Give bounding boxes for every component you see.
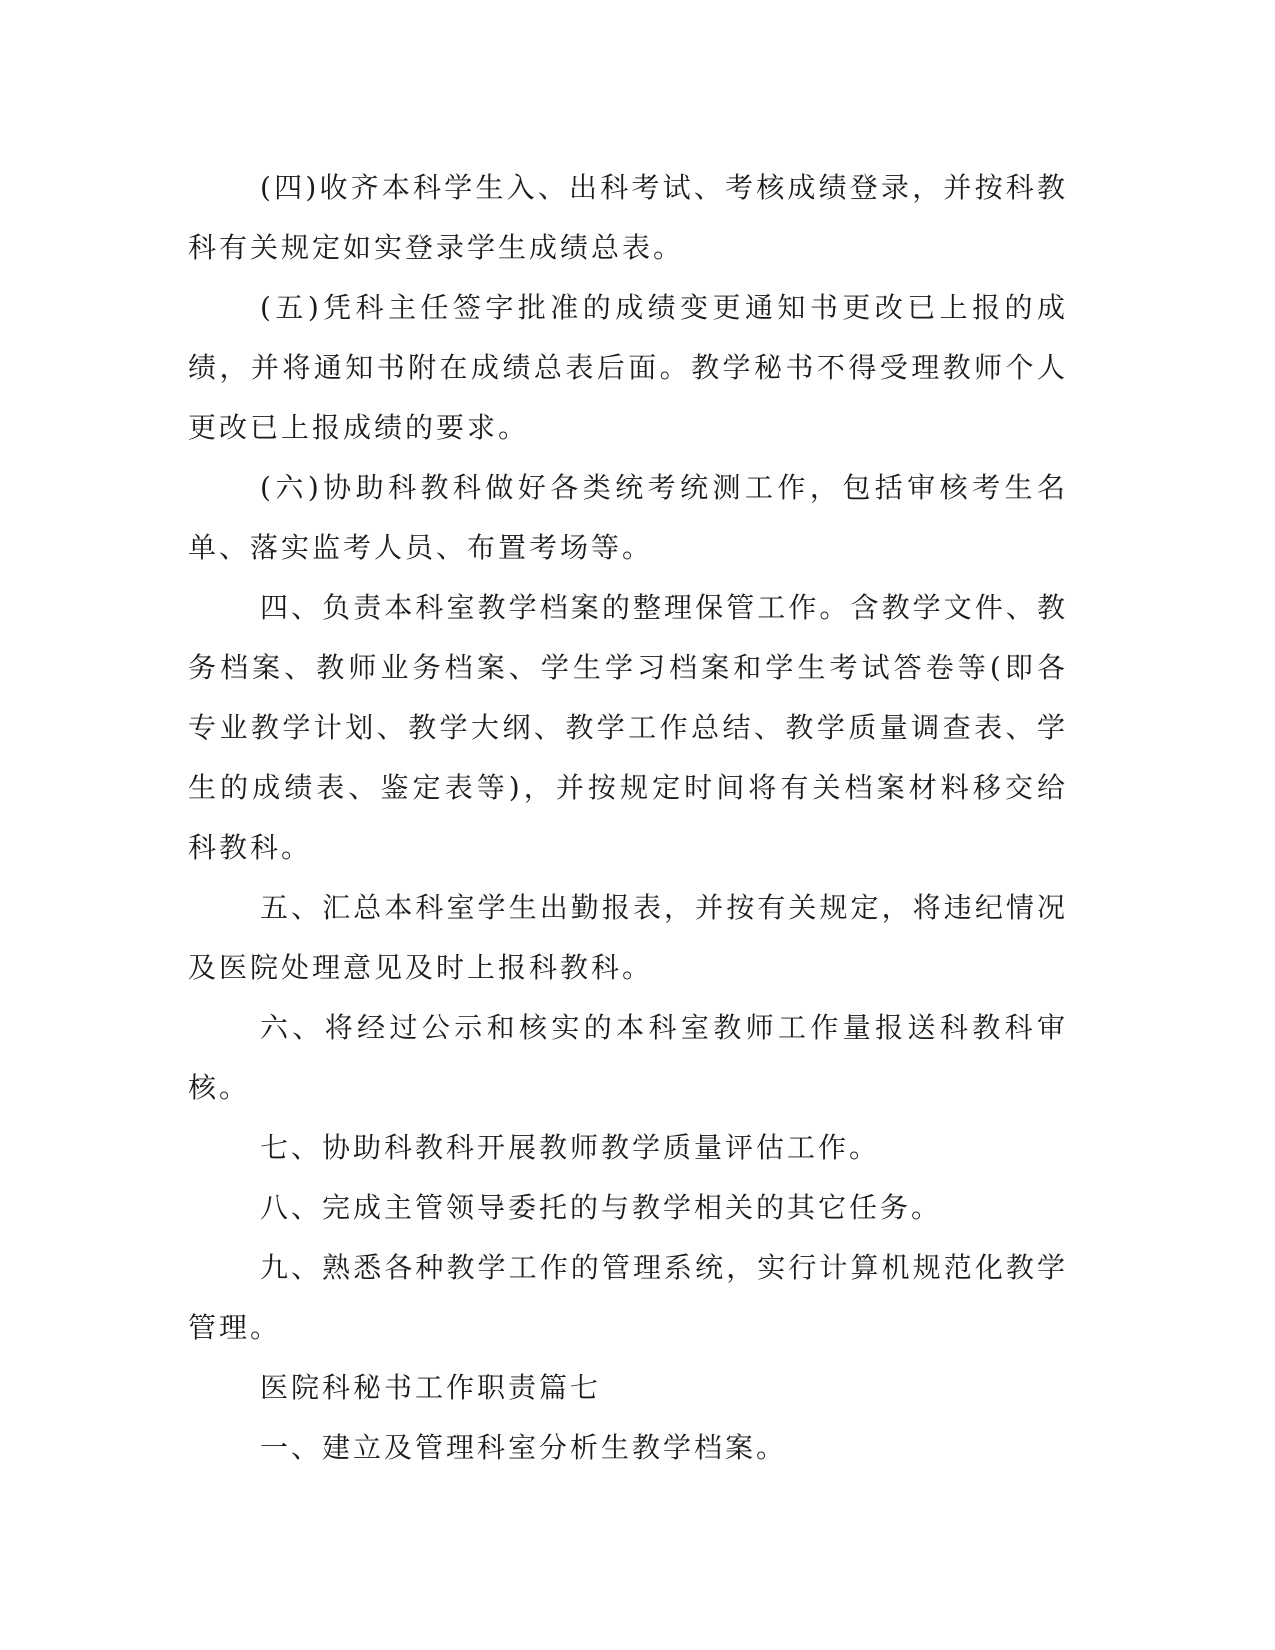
section-heading: 医院科秘书工作职责篇七 xyxy=(260,1371,602,1404)
paragraph-section-7: 七、协助科教科开展教师教学质量评估工作。 xyxy=(260,1131,881,1164)
document-body xyxy=(188,158,1068,1478)
paragraph-item-4: (四)收齐本科学生入、出科考试、考核成绩登录，并按科教科有关规定如实登录学生成绩总表。 xyxy=(188,171,1068,264)
paragraph-item-5: (五)凭科主任签字批准的成绩变更通知书更改已上报的成绩，并将通知书附在成绩总表后面。教学秘书不得受理教师个人更改已上报成绩的要求。 xyxy=(188,291,1068,444)
paragraph-item-6: (六)协助科教科做好各类统考统测工作，包括审核考生名单、落实监考人员、布置考场等。 xyxy=(188,471,1068,564)
paragraph-section-5: 五、汇总本科室学生出勤报表，并按有关规定，将违纪情况及医院处理意见及时上报科教科。 xyxy=(188,891,1068,984)
paragraph-section-6: 六、将经过公示和核实的本科室教师工作量报送科教科审核。 xyxy=(188,1011,1068,1104)
paragraph-section-8: 八、完成主管领导委托的与教学相关的其它任务。 xyxy=(260,1191,943,1224)
paragraph-section-4: 四、负责本科室教学档案的整理保管工作。含教学文件、教务档案、教师业务档案、学生学习档案和学生考试答卷等(即各专业教学计划、教学大纲、教学工作总结、教学质量调查表、学生的成绩表、鉴定表等)，并按规定时间将有关档案材料移交给科教科。 xyxy=(188,591,1068,864)
paragraph-section-9: 九、熟悉各种教学工作的管理系统，实行计算机规范化教学管理。 xyxy=(188,1251,1068,1344)
paragraph-section-1: 一、建立及管理科室分析生教学档案。 xyxy=(260,1431,788,1464)
